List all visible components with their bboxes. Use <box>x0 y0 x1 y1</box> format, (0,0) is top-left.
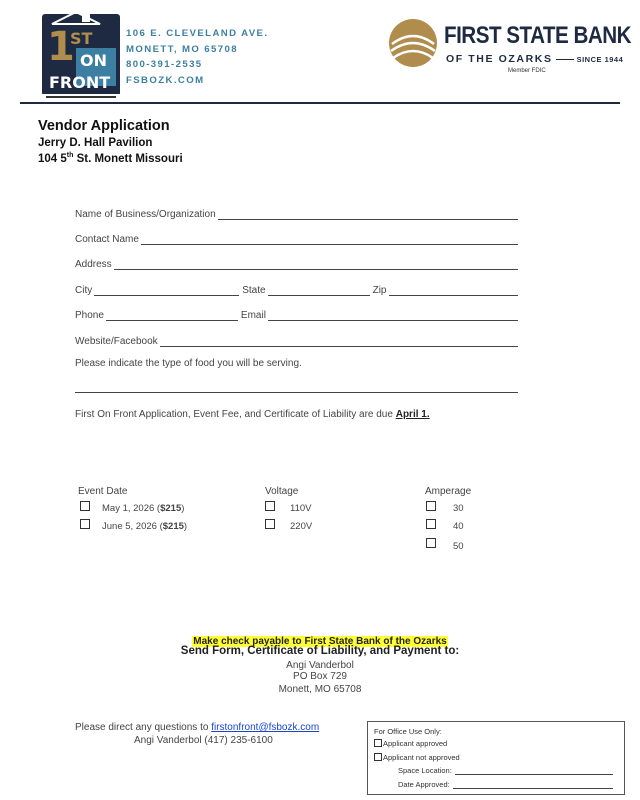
event-date-option-close: ) <box>183 521 188 532</box>
venue-address <box>38 152 183 165</box>
address-phone[interactable]: 800-391-2535 <box>126 59 203 70</box>
address-input[interactable] <box>114 258 518 270</box>
amperage-checkbox[interactable] <box>426 519 436 529</box>
check-payable-text: Make check payable to First State Bank of the Ozarks <box>193 636 447 647</box>
event-date-option <box>102 503 184 514</box>
address-label: Address <box>75 259 112 270</box>
venue-address-prefix: 104 5 <box>38 152 67 165</box>
zip-input[interactable] <box>389 284 519 296</box>
city-label: City <box>75 285 93 296</box>
event-date-option <box>102 521 187 532</box>
svg-text:FRONT: FRONT <box>49 73 111 92</box>
svg-text:1: 1 <box>47 24 75 70</box>
event-date-fee: $215 <box>162 521 184 532</box>
date-approved-label: Date Approved: <box>398 780 450 789</box>
not-approved-checkbox[interactable] <box>374 753 382 761</box>
email-input[interactable] <box>268 309 518 321</box>
address-website[interactable]: FSBOZK.COM <box>126 74 205 86</box>
space-location-field[interactable] <box>398 766 613 775</box>
address-street: 106 E. CLEVELAND AVE. <box>126 28 269 39</box>
bank-logo-emblem <box>386 18 440 68</box>
state-label: State <box>242 285 266 296</box>
mailing-name: Angi Vanderbol <box>286 660 354 671</box>
website-input[interactable] <box>160 335 518 347</box>
amperage-checkbox[interactable] <box>426 538 436 548</box>
contact-name-input[interactable] <box>141 233 518 245</box>
first-on-front-logo <box>40 10 122 102</box>
contact-questions <box>75 722 319 733</box>
phone-input[interactable] <box>106 309 238 321</box>
phone-email-row[interactable] <box>75 305 518 321</box>
member-fdic: Member FDIC <box>508 68 546 74</box>
due-text: First On Front Application, Event Fee, and Certificate of Liability are due <box>75 409 396 420</box>
event-date-heading: Event Date <box>78 486 128 497</box>
page-title: Vendor Application <box>38 118 170 134</box>
office-approved-row <box>374 739 447 748</box>
business-name-label: Name of Business/Organization <box>75 209 216 220</box>
address-field[interactable] <box>75 254 518 270</box>
amperage-option: 30 <box>453 503 464 514</box>
venue-name: Jerry D. Hall Pavilion <box>38 137 153 149</box>
event-date-checkbox[interactable] <box>80 501 90 511</box>
venue-address-suffix: St. Monett Missouri <box>73 152 183 165</box>
email-label: Email <box>240 310 266 321</box>
date-approved-field[interactable] <box>398 780 613 789</box>
voltage-option: 220V <box>290 521 313 532</box>
business-name-field[interactable] <box>75 204 518 220</box>
voltage-heading: Voltage <box>265 486 299 497</box>
due-notice <box>75 409 430 420</box>
bank-tagline-row <box>446 53 623 65</box>
event-date-option-close: ) <box>181 503 185 514</box>
state-input[interactable] <box>268 284 370 296</box>
office-heading: For Office Use Only: <box>374 727 442 736</box>
voltage-checkbox[interactable] <box>265 519 275 529</box>
date-approved-input[interactable] <box>453 781 613 789</box>
header-divider <box>20 102 620 104</box>
approved-label: Applicant approved <box>383 739 448 748</box>
voltage-checkbox[interactable] <box>265 501 275 511</box>
website-label: Website/Facebook <box>75 336 158 347</box>
voltage-option: 110V <box>290 503 312 514</box>
amperage-heading: Amperage <box>425 486 472 497</box>
event-date-option-text: June 5, 2026 ( <box>102 521 163 532</box>
mailing-po-box: PO Box 729 <box>293 671 347 682</box>
divider <box>556 59 574 60</box>
venue-address-sup: th <box>66 152 74 159</box>
contact-name-field[interactable] <box>75 229 518 245</box>
not-approved-label: Applicant not approved <box>383 753 460 762</box>
business-name-input[interactable] <box>218 208 518 220</box>
amperage-checkbox[interactable] <box>426 501 436 511</box>
send-to-heading: Send Form, Certificate of Liability, and Payment to: <box>180 645 460 657</box>
svg-text:ON: ON <box>80 51 107 70</box>
office-use-box <box>367 721 625 795</box>
header-address <box>126 26 268 88</box>
mailing-city: Monett, MO 65708 <box>278 684 362 695</box>
event-date-checkbox[interactable] <box>80 519 90 529</box>
city-state-zip-row[interactable] <box>75 280 518 296</box>
office-not-approved-row <box>374 753 460 762</box>
event-date-fee: $215 <box>160 503 182 514</box>
address-city: MONETT, MO 65708 <box>126 43 238 55</box>
food-type-prompt: Please indicate the type of food you will be serving. <box>75 358 302 369</box>
approved-checkbox[interactable] <box>374 739 382 747</box>
amperage-option: 40 <box>453 521 464 532</box>
food-type-input[interactable] <box>75 392 518 393</box>
space-location-input[interactable] <box>455 767 613 775</box>
website-field[interactable] <box>75 331 518 347</box>
bank-tagline: OF THE OZARKS <box>446 53 553 65</box>
contact-email-link[interactable]: firstonfront@fsbozk.com <box>211 722 320 733</box>
svg-text:ST: ST <box>70 29 93 48</box>
contact-prompt: Please direct any questions to <box>75 722 212 733</box>
contact-person: Angi Vanderbol (417) 235-6100 <box>134 735 273 746</box>
bank-since: SINCE 1944 <box>576 55 624 64</box>
zip-label: Zip <box>372 285 387 296</box>
phone-label: Phone <box>75 310 104 321</box>
contact-name-label: Contact Name <box>75 234 139 245</box>
due-date: April 1. <box>395 409 430 420</box>
amperage-option: 50 <box>453 541 464 552</box>
event-date-option-text: May 1, 2026 ( <box>102 503 161 514</box>
bank-name: FIRST STATE BANK <box>444 22 632 49</box>
space-location-label: Space Location: <box>398 766 452 775</box>
city-input[interactable] <box>94 284 239 296</box>
